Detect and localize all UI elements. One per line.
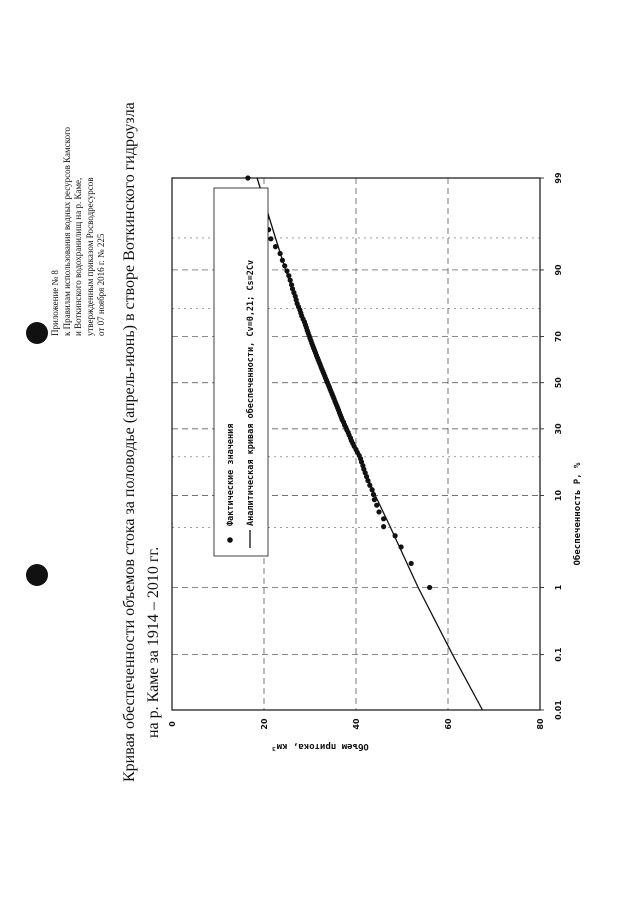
data-point [289,282,294,287]
appendix-line: от 07 ноября 2016 г. № 225 [96,233,106,336]
y-tick-label: 60 [444,718,453,730]
x-tick-label: 10 [554,489,563,502]
y-tick-label: 80 [536,718,545,730]
data-point [288,278,293,283]
chart-title-line-1: Кривая обеспеченности объемов стока за половодье (апрель-июнь) в створе Воткинского гидроузла [121,102,138,782]
appendix-line: Приложение № 8 [50,270,60,336]
data-point [376,509,381,514]
chart-title-line-2: на р. Каме за 1914 – 2010 гг. [145,546,162,738]
data-point [427,585,432,590]
x-tick-label: 0.01 [554,700,563,720]
appendix-line: и Воткинского водохранилищ на р. Каме, [73,177,83,336]
x-axis-title: Обеспеченность P, % [573,462,583,566]
legend-label-points: Фактические значения [226,423,236,526]
data-point [409,561,414,566]
data-point [280,258,285,263]
appendix-line: утвержденным приказом Росводресурсов [84,177,95,336]
data-point [393,533,398,538]
x-tick-label: 30 [554,423,563,435]
data-point [398,544,403,549]
x-tick-label: 0.1 [554,647,563,662]
data-point [286,273,291,278]
legend-box [214,188,268,556]
data-point [381,524,386,529]
legend-marker-points [227,537,233,543]
y-tick-label: 40 [352,718,361,730]
data-point [273,244,278,249]
data-point [284,268,289,273]
data-point [282,263,287,268]
x-tick-label: 50 [554,377,563,389]
appendix-line: к Правилам использования водных ресурсов Камского [61,126,72,336]
data-point [381,516,386,521]
data-point [374,503,379,508]
x-tick-label: 70 [554,331,563,343]
data-point [371,492,376,497]
y-tick-label: 20 [260,718,269,730]
x-tick-label: 99 [554,172,563,184]
x-tick-label: 90 [554,264,563,276]
data-point [370,487,375,492]
data-point [372,497,377,502]
series-analytic-curve [257,178,482,710]
x-tick-label: 1 [554,584,563,591]
legend-label-curve: Аналитическая кривая обеспеченности, Cv=0,21; Cs=2Cv [246,259,256,526]
data-point [245,175,250,180]
data-point [367,483,372,488]
y-tick-label: 0 [168,721,177,727]
data-point [268,236,273,241]
data-point [278,251,283,256]
y-axis-title: Объем притока, км³ [271,741,369,751]
